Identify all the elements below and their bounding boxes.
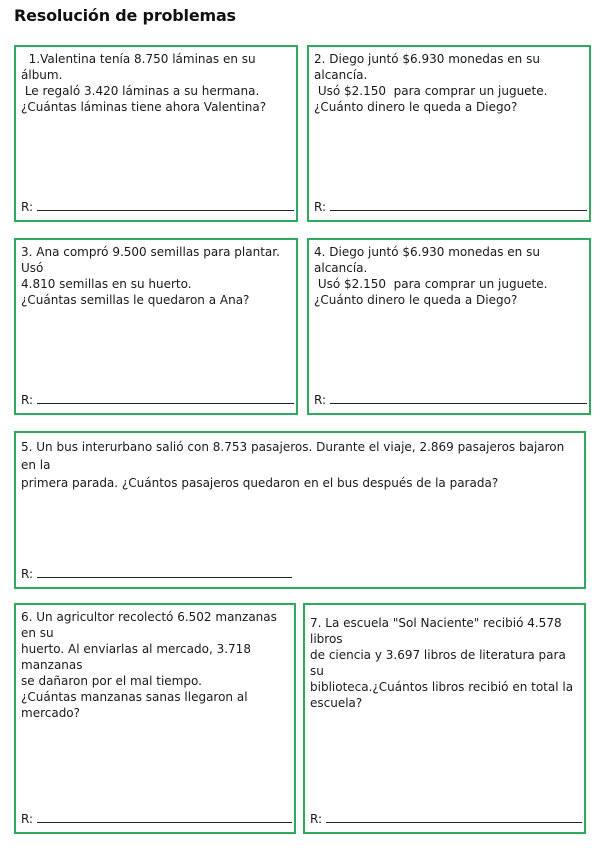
answer-field[interactable] (21, 200, 294, 214)
answer-field[interactable] (21, 812, 292, 826)
answer-label: R: (21, 200, 34, 214)
answer-line (37, 821, 292, 823)
problem-text: 1.Valentina tenía 8.750 láminas en su álbum. Le regaló 3.420 láminas a su hermana. ¿Cuántas láminas tiene ahora Valentina? (21, 52, 267, 114)
problem-text: 2. Diego juntó $6.930 monedas en su alcancía. Usó $2.150 para comprar un juguete. ¿Cuánto dinero le queda a Diego? (314, 52, 548, 114)
problem-card-5 (14, 431, 586, 589)
answer-line (330, 209, 587, 211)
answer-label: R: (314, 393, 327, 407)
problem-text: 6. Un agricultor recolectó 6.502 manzanas en su huerto. Al enviarlas al mercado, 3.718 manzanas se dañaron por el mal tiempo. ¿Cuántas manzanas sanas llegaron al mercado? (21, 610, 277, 720)
problem-text: 4. Diego juntó $6.930 monedas en su alcancía. Usó $2.150 para comprar un juguete. ¿Cuánto dinero le queda a Diego? (314, 245, 548, 307)
answer-label: R: (21, 393, 34, 407)
problem-text: 3. Ana compró 9.500 semillas para plantar. Usó 4.810 semillas en su huerto. ¿Cuántas semillas le quedaron a Ana? (21, 245, 280, 307)
answer-label: R: (314, 200, 327, 214)
answer-line (326, 821, 582, 823)
answer-field[interactable] (314, 393, 587, 407)
problem-card-4 (307, 238, 591, 415)
problem-card-6 (14, 603, 296, 834)
answer-line (330, 402, 587, 404)
answer-line (37, 402, 294, 404)
answer-field[interactable] (310, 812, 582, 826)
problem-card-7 (303, 603, 586, 834)
problem-card-1 (14, 45, 298, 222)
answer-field[interactable] (21, 567, 292, 581)
problem-card-2 (307, 45, 591, 222)
answer-field[interactable] (21, 393, 294, 407)
problem-text: 7. La escuela "Sol Naciente" recibió 4.578 libros de ciencia y 3.697 libros de literatura para su biblioteca.¿Cuántos libros recibió en total la escuela? (310, 616, 574, 710)
answer-label: R: (310, 812, 323, 826)
problem-text: 5. Un bus interurbano salió con 8.753 pasajeros. Durante el viaje, 2.869 pasajeros bajaron en la primera parada. ¿Cuántos pasajeros quedaron en el bus después de la parada? (21, 440, 565, 490)
answer-label: R: (21, 567, 34, 581)
page-title: Resolución de problemas (14, 6, 236, 25)
answer-line (37, 576, 292, 578)
answer-line (37, 209, 294, 211)
answer-field[interactable] (314, 200, 587, 214)
problem-card-3 (14, 238, 298, 415)
answer-label: R: (21, 812, 34, 826)
